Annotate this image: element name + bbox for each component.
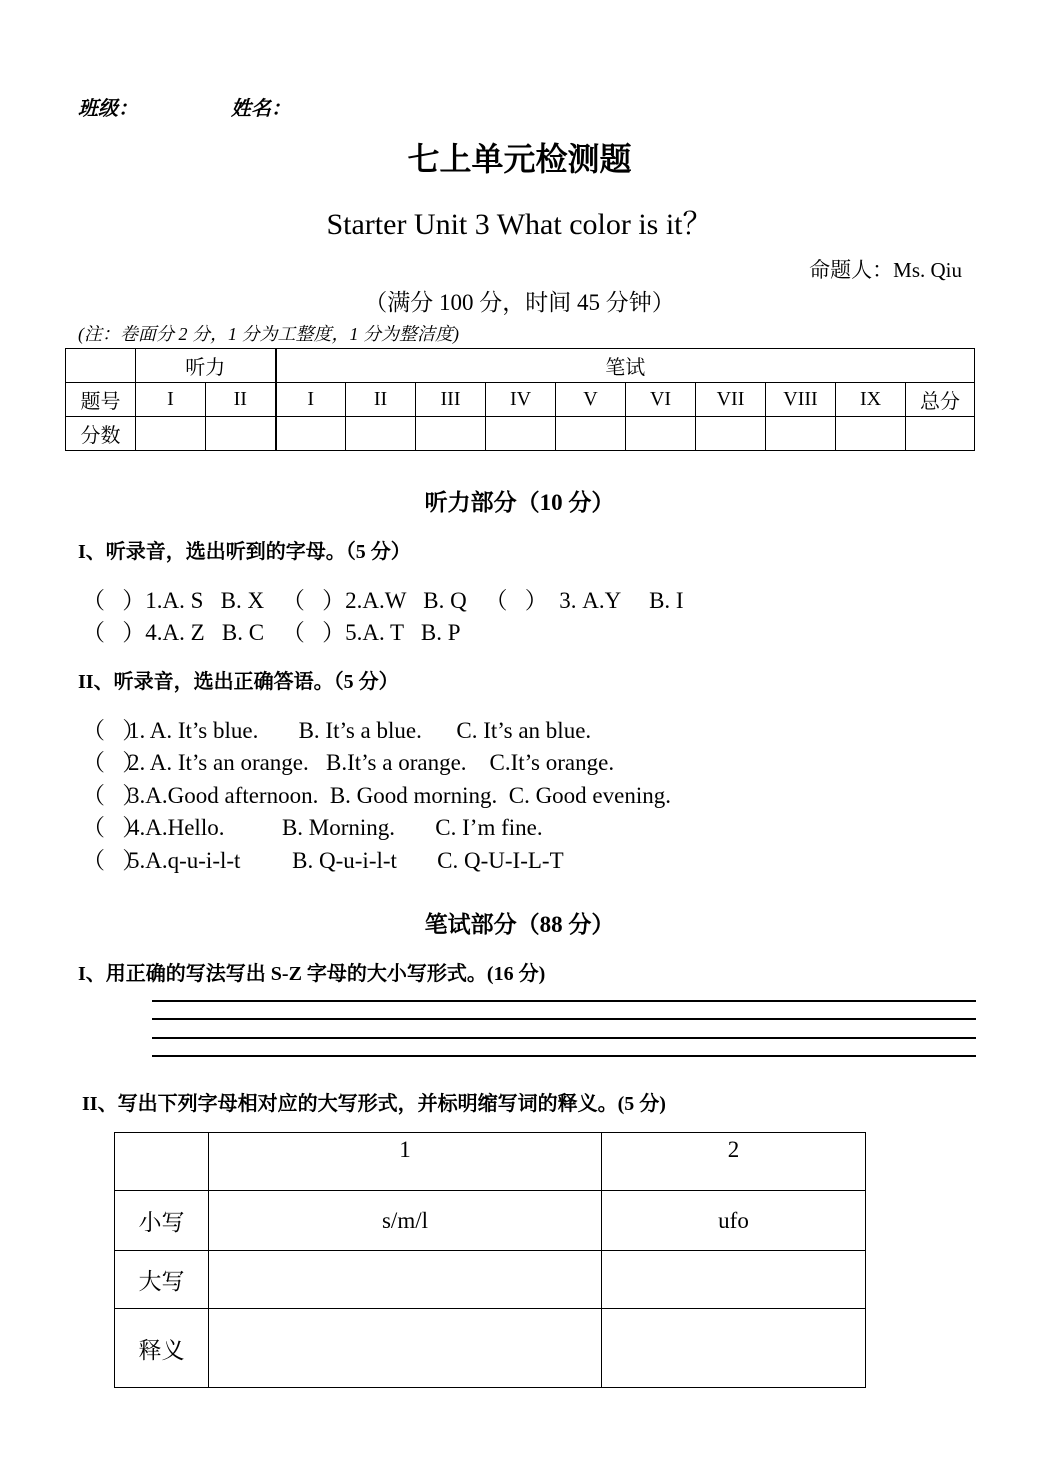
class-label: 班级： <box>78 98 138 120</box>
question-item: （ ）5.A. T B. P <box>281 620 461 645</box>
score-cell[interactable] <box>766 417 836 451</box>
letters-col-header-2: 2 <box>602 1133 866 1191</box>
question-number-label: 题号 <box>66 383 136 417</box>
question-text: 1. A. It’s blue. B. It’s a blue. C. It’s an blue. <box>128 718 592 743</box>
writing-col-2: II <box>346 383 416 417</box>
lowercase-row <box>115 1191 866 1251</box>
listening-col-2: II <box>206 383 276 417</box>
meaning-row <box>115 1309 866 1388</box>
writing-col-9: IX <box>836 383 906 417</box>
question-item: （ ）1.A. S B. X <box>82 588 265 613</box>
score-cell[interactable] <box>136 417 206 451</box>
score-cell[interactable] <box>696 417 766 451</box>
listening-part2-item-1 <box>82 712 591 745</box>
score-table-group-row <box>66 349 975 383</box>
uppercase-answer-cell-2[interactable] <box>602 1251 866 1309</box>
lowercase-label: 小写 <box>115 1191 209 1251</box>
score-label: 分数 <box>66 417 136 451</box>
author-line: 命题人：Ms. Qiu <box>809 258 962 282</box>
writing-col-1: I <box>276 383 346 417</box>
page-subtitle: Starter Unit 3 What color is it？ <box>326 208 713 241</box>
listening-part2-item-4 <box>82 809 543 842</box>
page-title: 七上单元检测题 <box>407 140 632 178</box>
score-cell[interactable] <box>556 417 626 451</box>
writing-group-header: 笔试 <box>276 349 975 383</box>
listening-part2-title: II、听录音，选出正确答语。（5 分） <box>78 671 399 693</box>
answer-blank[interactable]: （ ） <box>82 718 146 743</box>
listening-part1-row-1 <box>82 582 684 615</box>
writing-line[interactable] <box>152 1000 976 1002</box>
writing-col-5: V <box>556 383 626 417</box>
listening-part2-item-3 <box>82 777 671 810</box>
writing-section-heading: 笔试部分（88 分） <box>424 912 615 937</box>
score-cell[interactable] <box>626 417 696 451</box>
lowercase-cell-2: ufo <box>602 1191 866 1251</box>
question-number-row <box>66 383 975 417</box>
writing-col-4: IV <box>486 383 556 417</box>
listening-section-heading: 听力部分（10 分） <box>424 490 615 515</box>
answer-blank[interactable]: （ ） <box>82 848 146 873</box>
answer-blank[interactable]: （ ） <box>82 815 146 840</box>
meaning-label: 释义 <box>115 1309 209 1388</box>
student-info-fields <box>78 92 291 121</box>
writing-line[interactable] <box>152 1018 976 1020</box>
name-label: 姓名： <box>231 98 291 120</box>
score-row <box>66 417 975 451</box>
question-text: 3.A.Good afternoon. B. Good morning. C. Good evening. <box>128 783 671 808</box>
table-corner-cell <box>66 349 136 383</box>
question-text: 5.A.q-u-i-l-t B. Q-u-i-l-t C. Q-U-I-L-T <box>128 848 564 873</box>
score-cell[interactable] <box>346 417 416 451</box>
listening-part2-item-2 <box>82 744 614 777</box>
score-cell[interactable] <box>416 417 486 451</box>
writing-col-7: VII <box>696 383 766 417</box>
score-cell[interactable] <box>206 417 276 451</box>
answer-blank[interactable]: （ ） <box>82 783 146 808</box>
question-text: 4.A.Hello. B. Morning. C. I’m fine. <box>128 815 543 840</box>
question-text: 2. A. It’s an orange. B.It’s a orange. C.It’s orange. <box>128 750 615 775</box>
meaning-answer-cell-2[interactable] <box>602 1309 866 1388</box>
lowercase-cell-1: s/m/l <box>209 1191 602 1251</box>
listening-part1-title: I、听录音，选出听到的字母。（5 分） <box>78 541 411 563</box>
letters-table <box>114 1132 866 1388</box>
question-item: （ ）4.A. Z B. C <box>82 620 265 645</box>
writing-line[interactable] <box>152 1055 976 1057</box>
grading-note: (注：卷面分 2 分，1 分为工整度，1 分为整洁度) <box>78 324 459 344</box>
uppercase-answer-cell-1[interactable] <box>209 1251 602 1309</box>
writing-col-8: VIII <box>766 383 836 417</box>
listening-part2-item-5 <box>82 842 564 875</box>
total-col: 总分 <box>906 383 975 417</box>
listening-part1-row-2 <box>82 614 461 647</box>
score-cell[interactable] <box>836 417 906 451</box>
writing-part2-title: II、写出下列字母相对应的大写形式，并标明缩写词的释义。(5 分) <box>82 1093 666 1115</box>
letters-col-header-1: 1 <box>209 1133 602 1191</box>
writing-col-3: III <box>416 383 486 417</box>
letters-corner-cell <box>115 1133 209 1191</box>
listening-col-1: I <box>136 383 206 417</box>
writing-line[interactable] <box>152 1037 976 1039</box>
question-item: （ ）2.A.W B. Q <box>281 588 467 613</box>
score-table <box>65 348 975 451</box>
letters-header-row <box>115 1133 866 1191</box>
total-score-cell[interactable] <box>906 417 975 451</box>
uppercase-label: 大写 <box>115 1251 209 1309</box>
writing-col-6: VI <box>626 383 696 417</box>
writing-part1-title: I、用正确的写法写出 S-Z 字母的大小写形式。(16 分) <box>78 963 546 985</box>
score-cell[interactable] <box>276 417 346 451</box>
uppercase-row <box>115 1251 866 1309</box>
score-cell[interactable] <box>486 417 556 451</box>
full-score-line: （满分 100 分，时间 45 分钟） <box>364 290 675 315</box>
meaning-answer-cell-1[interactable] <box>209 1309 602 1388</box>
answer-blank[interactable]: （ ） <box>82 750 146 775</box>
listening-group-header: 听力 <box>136 349 276 383</box>
question-item: （ ） 3. A.Y B. I <box>484 588 684 613</box>
